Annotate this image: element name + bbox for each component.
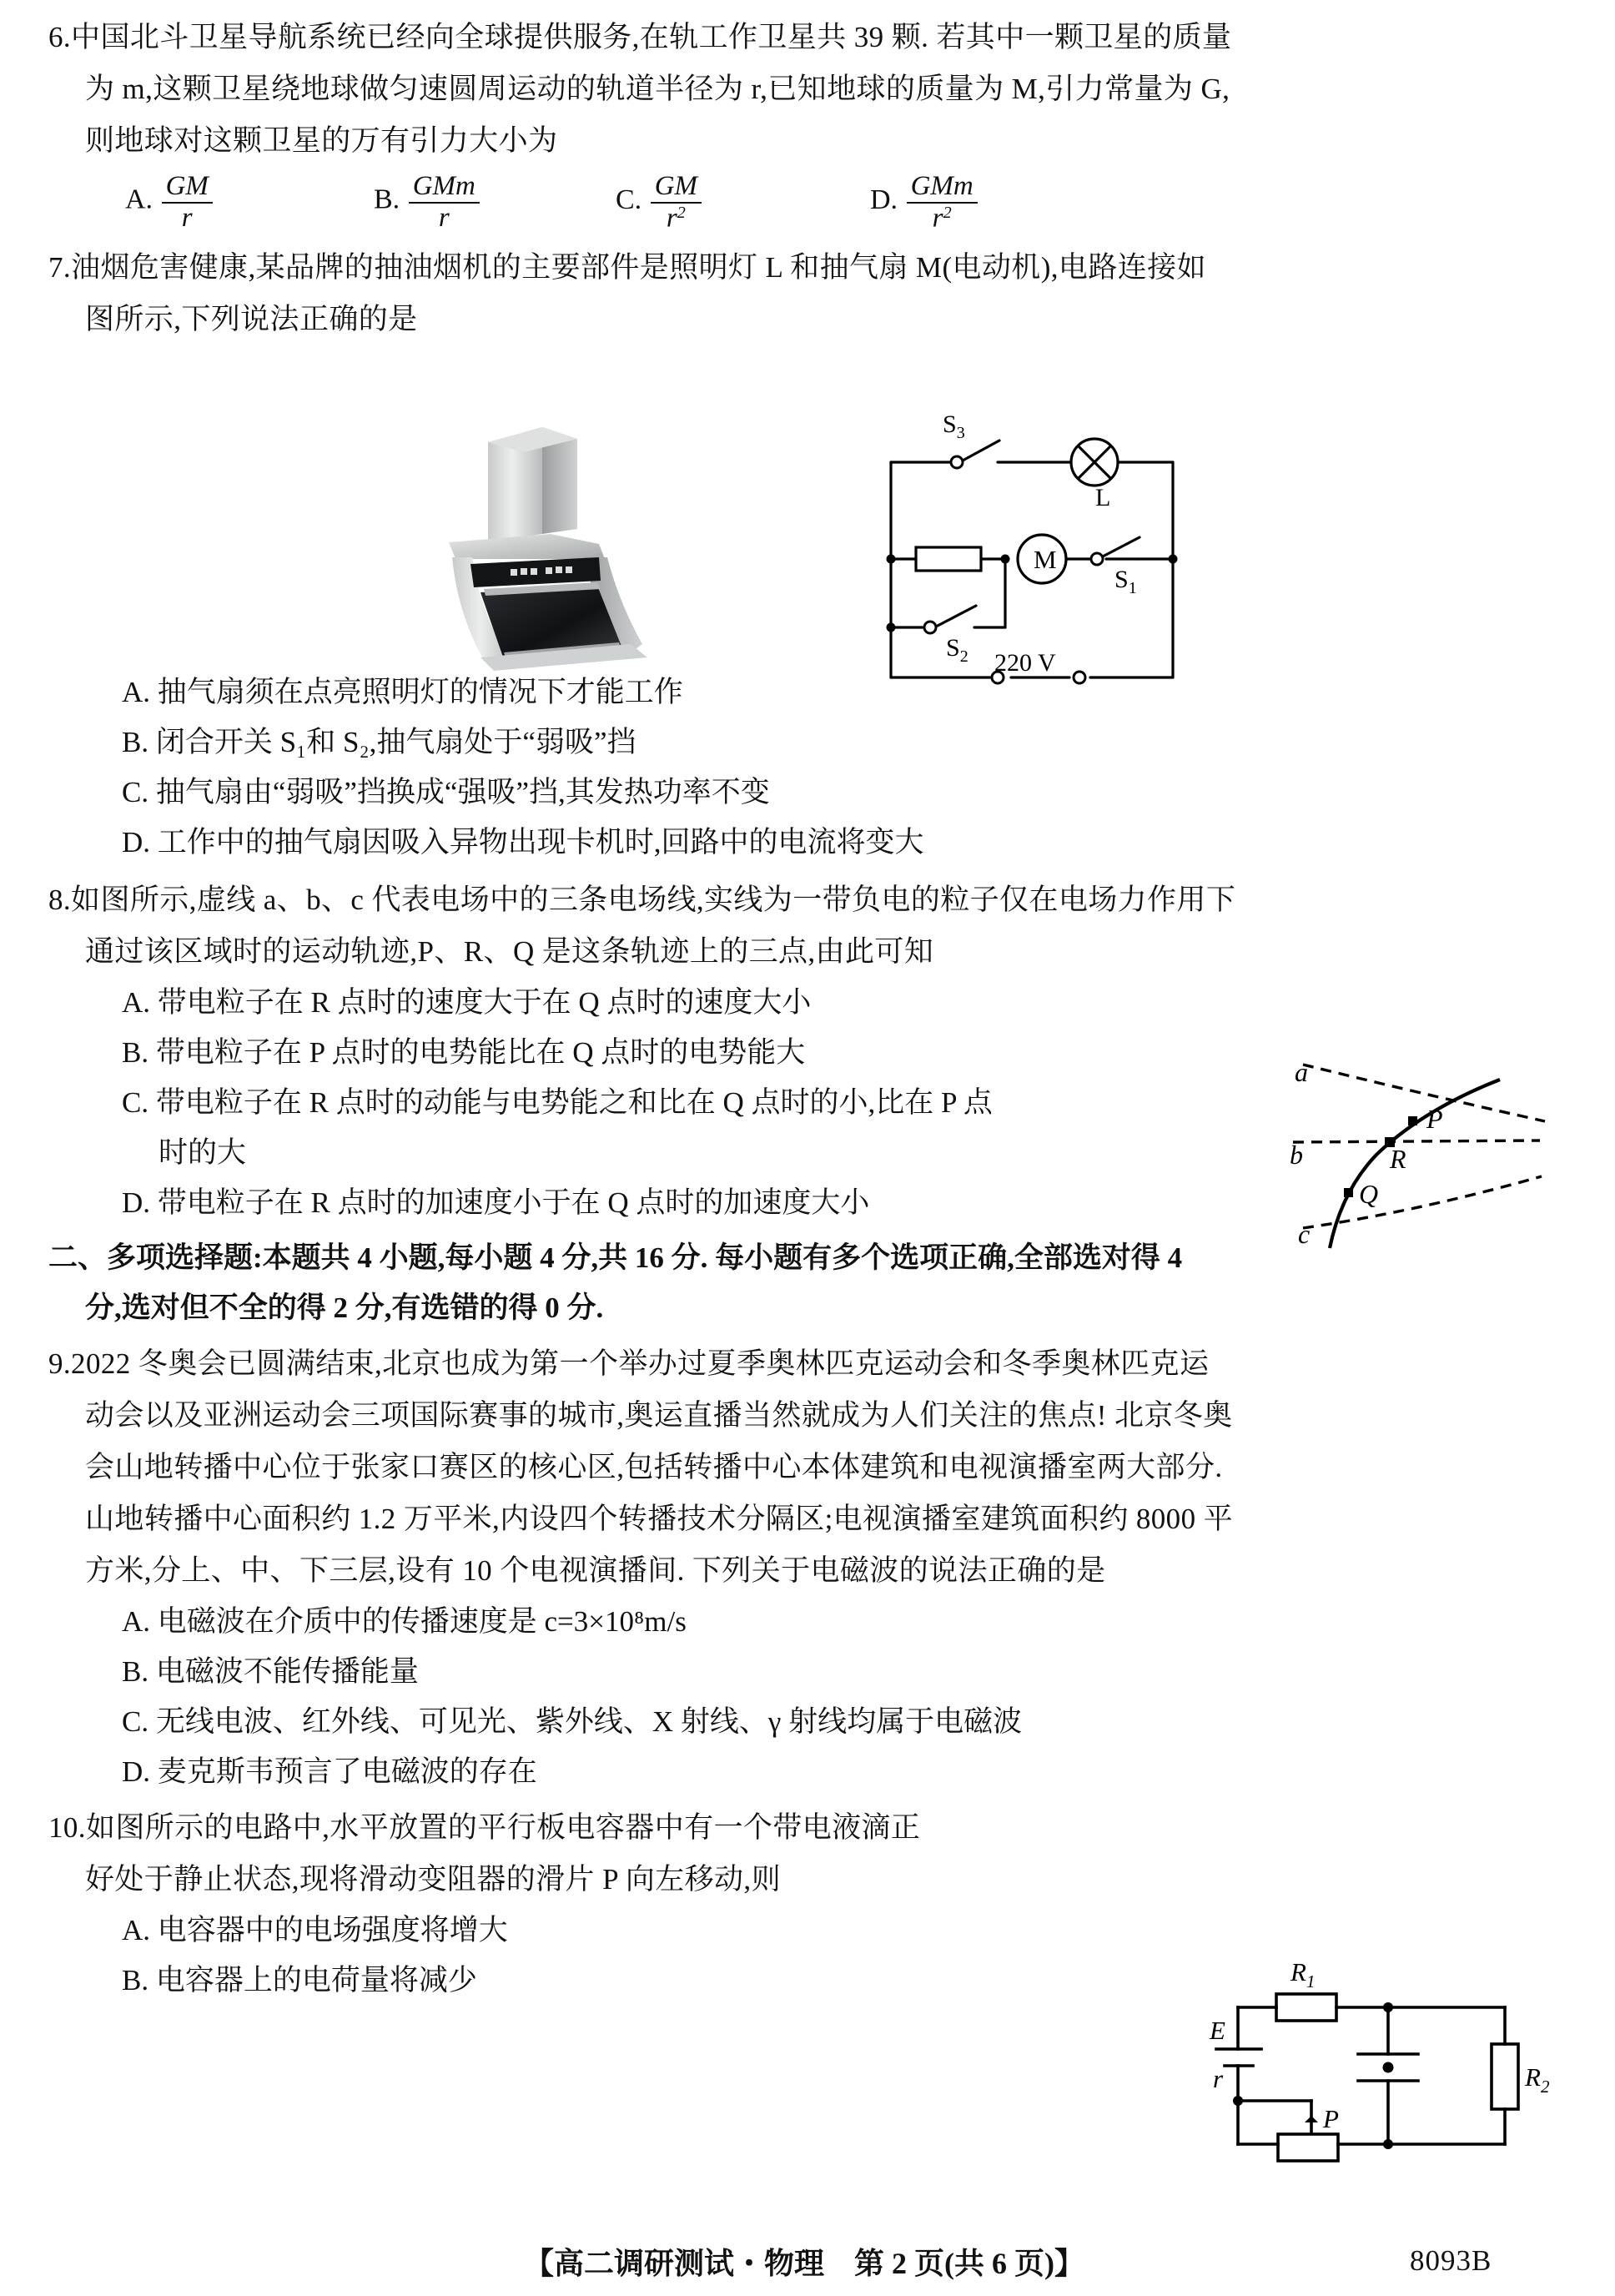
q10-circuit-diagram (1195, 1937, 1578, 2183)
option-8-D[interactable]: D. 带电粒子在 R 点时的加速度小于在 Q 点时的加速度大小 (122, 1186, 870, 1219)
option-10-B[interactable]: B. 电容器上的电荷量将减少 (122, 1964, 477, 1996)
question-7-line-1: 7.油烟危害健康,某品牌的抽油烟机的主要部件是照明灯 L 和抽气扇 M(电动机),电路连接如 (48, 251, 1206, 284)
option-6-B-fraction (409, 172, 480, 233)
question-9-line-5: 方米,分上、中、下三层,设有 10 个电视演播间. 下列关于电磁波的说法正确的是 (85, 1554, 1106, 1587)
question-6-line-3: 则地球对这颗卫星的万有引力大小为 (85, 124, 558, 157)
question-6-line-2: 为 m,这颗卫星绕地球做匀速圆周运动的轨道半径为 r,已知地球的质量为 M,引力常量为 G, (85, 73, 1230, 105)
question-10-line-2: 好处于静止状态,现将滑动变阻器的滑片 P 向左移动,则 (85, 1863, 781, 1896)
option-9-A[interactable]: A. 电磁波在介质中的传播速度是 c=3×10⁸m/s (122, 1605, 687, 1638)
question-7 (48, 242, 1567, 868)
option-6-D-denominator: $r^2$ (907, 202, 978, 234)
option-7-D[interactable]: D. 工作中的抽气扇因吸入异物出现卡机时,回路中的电流将变大 (122, 826, 924, 858)
option-9-D[interactable]: D. 麦克斯韦预言了电磁波的存在 (122, 1755, 537, 1788)
label-point-Q: Q (1359, 1179, 1379, 1209)
option-6-D[interactable] (870, 172, 979, 234)
question-9-line-2: 动会以及亚洲运动会三项国际赛事的城市,奥运直播当然就成为人们关注的焦点! 北京冬奥 (85, 1399, 1233, 1432)
section-heading-line-2: 分,选对但不全的得 2 分,有选错的得 0 分. (85, 1292, 604, 1324)
option-7-C[interactable]: C. 抽气扇由“弱吸”挡换成“强吸”挡,其发热功率不变 (122, 776, 770, 808)
option-6-D-fraction (907, 172, 978, 234)
question-9-line-4: 山地转播中心面积约 1.2 万平米,内设四个转播技术分隔区;电视演播室建筑面积约 8000 平 (85, 1503, 1234, 1535)
question-8-line-2: 通过该区域时的运动轨迹,P、R、Q 是这条轨迹上的三点,由此可知 (85, 935, 934, 968)
option-8-B[interactable]: B. 带电粒子在 P 点时的电势能比在 Q 点时的电势能大 (122, 1036, 806, 1069)
option-6-A-denominator: r (162, 202, 213, 234)
question-6-line-1: 6.中国北斗卫星导航系统已经向全球提供服务,在轨工作卫星共 39 颗. 若其中一颗卫星的质量 (48, 21, 1232, 53)
option-9-C[interactable]: C. 无线电波、红外线、可见光、紫外线、X 射线、γ 射线均属于电磁波 (122, 1705, 1023, 1738)
option-8-A[interactable]: A. 带电粒子在 R 点时的速度大于在 Q 点时的速度大小 (122, 986, 812, 1019)
option-10-A[interactable]: A. 电容器中的电场强度将增大 (122, 1914, 508, 1946)
option-6-C-denominator: $r^2$ (651, 202, 702, 234)
question-8-line-1: 8.如图所示,虚线 a、b、c 代表电场中的三条电场线,实线为一带负电的粒子仅在电场力作用下 (48, 884, 1236, 916)
label-source-voltage: 220 V (994, 649, 1056, 677)
option-6-B-numerator: GMm (412, 171, 475, 201)
question-6 (48, 12, 1567, 244)
option-8-C-cont: 时的大 (158, 1136, 247, 1169)
range-hood-illustration (434, 417, 717, 676)
option-6-A-fraction (162, 172, 213, 233)
option-6-B-denominator: r (409, 202, 480, 234)
option-6-C-numerator: GM (654, 171, 698, 201)
label-E: E (1210, 2016, 1225, 2045)
footer-title: 【高二调研测试・物理 第 2 页(共 6 页)】 (524, 2246, 1084, 2280)
label-R1: $R_1$ (1290, 1957, 1316, 1991)
section-heading-line-1: 二、多项选择题:本题共 4 小题,每小题 4 分,共 16 分. 每小题有多个选项正确,全部选对得 4 (48, 1241, 1183, 1274)
question-9-line-1: 9.2022 冬奥会已圆满结束,北京也成为第一个举办过夏季奥林匹克运动会和冬季奥林匹克运 (48, 1347, 1210, 1380)
label-P: P (1323, 2104, 1339, 2133)
option-6-A-label: A. (125, 184, 153, 215)
exam-content (48, 12, 1567, 2011)
option-6-D-label: D. (870, 184, 898, 216)
q8-field-line-diagram (1243, 1045, 1577, 1257)
label-point-R: R (1390, 1144, 1406, 1174)
question-7-line-2: 图所示,下列说法正确的是 (85, 303, 418, 335)
label-point-P: P (1426, 1104, 1443, 1134)
question-7-figure-area (48, 345, 1567, 667)
label-motor: M (1034, 545, 1057, 574)
option-6-C-label: C. (616, 184, 642, 216)
question-10-line-1: 10.如图所示的电路中,水平放置的平行板电容器中有一个带电液滴正 (48, 1811, 921, 1844)
option-7-A[interactable]: A. 抽气扇须在点亮照明灯的情况下才能工作 (122, 676, 683, 708)
label-s3: $S_3$ (943, 410, 965, 442)
footer-paper-code: 8093B (1410, 2244, 1492, 2277)
label-s2: $S_2$ (946, 634, 968, 666)
option-6-B[interactable] (374, 172, 481, 233)
label-lamp: L (1095, 484, 1111, 511)
option-7-B[interactable]: B. 闭合开关 S₁和 S₂,抽气扇处于“弱吸”挡 (122, 726, 636, 758)
label-field-line-b: b (1290, 1140, 1303, 1170)
q7-circuit-diagram (836, 402, 1186, 690)
option-6-C[interactable] (616, 172, 703, 234)
option-6-A[interactable] (125, 172, 214, 233)
option-9-B[interactable]: B. 电磁波不能传播能量 (122, 1655, 419, 1688)
option-6-C-fraction (651, 172, 702, 234)
option-6-B-label: B. (374, 184, 400, 215)
range-hood-photo (434, 417, 717, 676)
question-9-line-3: 会山地转播中心位于张家口赛区的核心区,包括转播中心本体建筑和电视演播室两大部分. (85, 1451, 1223, 1483)
label-field-line-a: a (1295, 1057, 1308, 1087)
question-9 (48, 1338, 1567, 1797)
label-r: r (1213, 2064, 1224, 2093)
option-6-A-numerator: GM (165, 171, 209, 201)
label-R2: $R_2$ (1525, 2062, 1550, 2097)
option-8-C[interactable]: C. 带电粒子在 R 点时的动能与电势能之和比在 Q 点时的小,比在 P 点 (122, 1086, 993, 1119)
label-field-line-c: c (1298, 1219, 1311, 1249)
label-s1: $S_1$ (1114, 566, 1137, 597)
question-6-options (48, 167, 1567, 244)
option-6-D-numerator: GMm (910, 171, 974, 201)
